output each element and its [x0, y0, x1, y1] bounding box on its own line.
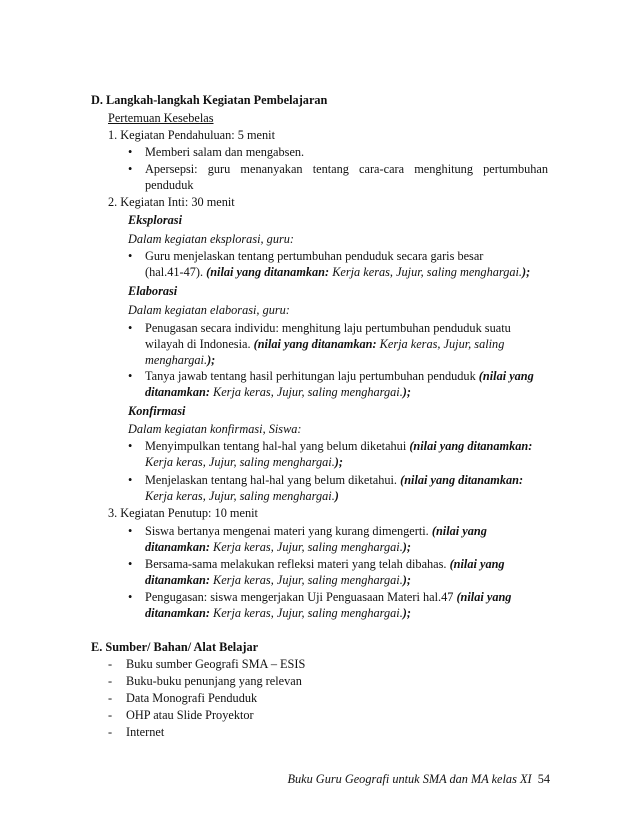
step1-title: 1. Kegiatan Pendahuluan: 5 menit	[108, 128, 275, 142]
text-bold: (nilai yang	[478, 369, 534, 383]
step2-title: 2. Kegiatan Inti: 30 menit	[108, 195, 235, 209]
bullet-glyph: •	[128, 590, 133, 604]
text-plain: (hal.41-47).	[145, 265, 207, 279]
step3-title: 3. Kegiatan Penutup: 10 menit	[108, 506, 258, 520]
text-bold: (nilai yang	[449, 557, 505, 571]
text-italic: menghargai.	[145, 353, 208, 367]
step1-bullet-2: Apersepsi: guru menanyakan tentang cara-cara menghitung pertumbuhan	[145, 162, 548, 176]
dash-glyph: -	[108, 708, 113, 722]
text-plain: Menyimpulkan tentang hal-hal yang belum diketahui	[145, 439, 410, 453]
footer-text: Buku Guru Geografi untuk SMA dan MA kelas XI	[287, 772, 532, 786]
bullet-glyph: •	[128, 369, 133, 383]
text-bold-end: );	[402, 385, 411, 399]
bullet-glyph: •	[128, 321, 133, 335]
resource-item: Data Monografi Penduduk	[126, 691, 258, 705]
text-bold: (nilai yang ditanamkan:	[409, 439, 533, 453]
resource-item: Internet	[126, 725, 165, 739]
dash-glyph: -	[108, 674, 113, 688]
text-bold-end: );	[334, 455, 343, 469]
section-d-heading: D. Langkah-langkah Kegiatan Pembelajaran	[91, 93, 328, 107]
text-italic: Kerja keras, Jujur, saling menghargai.	[329, 265, 522, 279]
text-italic: Kerja keras, Jujur, saling menghargai.	[209, 385, 403, 399]
text-bold: (nilai yang ditanamkan:	[206, 265, 330, 279]
text-bold: ditanamkan:	[145, 573, 210, 587]
konfirmasi-bullet-2	[145, 472, 523, 489]
meeting-title: Pertemuan Kesebelas	[108, 111, 214, 125]
eksplorasi-heading: Eksplorasi	[128, 213, 182, 227]
elaborasi-bullet-2-cont	[145, 384, 411, 401]
dash-glyph: -	[108, 691, 113, 705]
text-bold: (nilai yang	[456, 590, 512, 604]
resource-item: Buku-buku penunjang yang relevan	[126, 674, 302, 688]
konfirmasi-bullet-1-cont	[145, 454, 343, 471]
dash-glyph: -	[108, 657, 113, 671]
konfirmasi-intro: Dalam kegiatan konfirmasi, Siswa:	[128, 422, 302, 436]
step3-bullet-1	[145, 523, 487, 540]
elaborasi-bullet-1-cont	[145, 336, 504, 353]
text-plain: Bersama-sama melakukan refleksi materi yang telah dibahas.	[145, 557, 450, 571]
text-bold-end: )	[334, 489, 339, 503]
text-bold-end: );	[402, 540, 411, 554]
bullet-glyph: •	[128, 249, 133, 263]
step3-bullet-1-cont	[145, 539, 411, 556]
text-bold-end: );	[402, 573, 411, 587]
text-bold: (nilai yang ditanamkan:	[253, 337, 377, 351]
elaborasi-intro: Dalam kegiatan elaborasi, guru:	[128, 303, 290, 317]
step1-bullet-1: Memberi salam dan mengabsen.	[145, 145, 305, 159]
text-italic: Kerja keras, Jujur, saling menghargai.	[209, 606, 403, 620]
step3-bullet-3-cont	[145, 605, 411, 622]
step3-bullet-2	[145, 556, 505, 573]
resource-item: Buku sumber Geografi SMA – ESIS	[126, 657, 306, 671]
text-italic: Kerja keras, Jujur, saling menghargai.	[145, 489, 335, 503]
text-bold: (nilai yang	[431, 524, 487, 538]
page-footer	[287, 772, 550, 787]
bullet-glyph: •	[128, 145, 133, 159]
text-bold: ditanamkan:	[145, 606, 210, 620]
eksplorasi-bullet-1: Guru menjelaskan tentang pertumbuhan penduduk secara garis besar	[145, 249, 484, 263]
text-italic: Kerja keras, Jujur, saling	[376, 337, 505, 351]
text-plain: Siswa bertanya mengenai materi yang kurang dimengerti.	[145, 524, 432, 538]
text-italic: Kerja keras, Jujur, saling menghargai.	[145, 455, 335, 469]
elaborasi-bullet-1: Penugasan secara individu: menghitung laju pertumbuhan penduduk suatu	[145, 321, 511, 335]
elaborasi-bullet-1-cont2	[145, 352, 215, 369]
text-plain: Pengugasan: siswa mengerjakan Uji Penguasaan Materi hal.47	[145, 590, 457, 604]
konfirmasi-bullet-1	[145, 438, 532, 455]
text-plain: Menjelaskan tentang hal-hal yang belum diketahui.	[145, 473, 401, 487]
section-e-heading: E. Sumber/ Bahan/ Alat Belajar	[91, 640, 259, 654]
bullet-glyph: •	[128, 162, 133, 176]
text-plain: wilayah di Indonesia.	[145, 337, 254, 351]
text-bold: (nilai yang ditanamkan:	[400, 473, 524, 487]
text-bold: ditanamkan:	[145, 540, 210, 554]
text-bold-end: );	[522, 265, 531, 279]
text-bold-end: );	[207, 353, 216, 367]
step1-bullet-2-cont: penduduk	[145, 178, 194, 192]
konfirmasi-heading: Konfirmasi	[128, 404, 186, 418]
page-number: 54	[537, 772, 550, 786]
step3-bullet-2-cont	[145, 572, 411, 589]
text-italic: Kerja keras, Jujur, saling menghargai.	[209, 540, 403, 554]
text-bold-end: );	[402, 606, 411, 620]
bullet-glyph: •	[128, 439, 133, 453]
bullet-glyph: •	[128, 473, 133, 487]
dash-glyph: -	[108, 725, 113, 739]
eksplorasi-bullet-1-cont	[145, 264, 530, 281]
step3-bullet-3	[145, 589, 511, 606]
konfirmasi-bullet-2-cont	[145, 488, 339, 505]
elaborasi-heading: Elaborasi	[128, 284, 178, 298]
eksplorasi-intro: Dalam kegiatan eksplorasi, guru:	[128, 232, 294, 246]
bullet-glyph: •	[128, 557, 133, 571]
text-plain: Tanya jawab tentang hasil perhitungan laju pertumbuhan penduduk	[145, 369, 479, 383]
elaborasi-bullet-2	[145, 368, 534, 385]
text-italic: Kerja keras, Jujur, saling menghargai.	[209, 573, 403, 587]
resource-item: OHP atau Slide Proyektor	[126, 708, 254, 722]
text-bold: ditanamkan:	[145, 385, 210, 399]
bullet-glyph: •	[128, 524, 133, 538]
